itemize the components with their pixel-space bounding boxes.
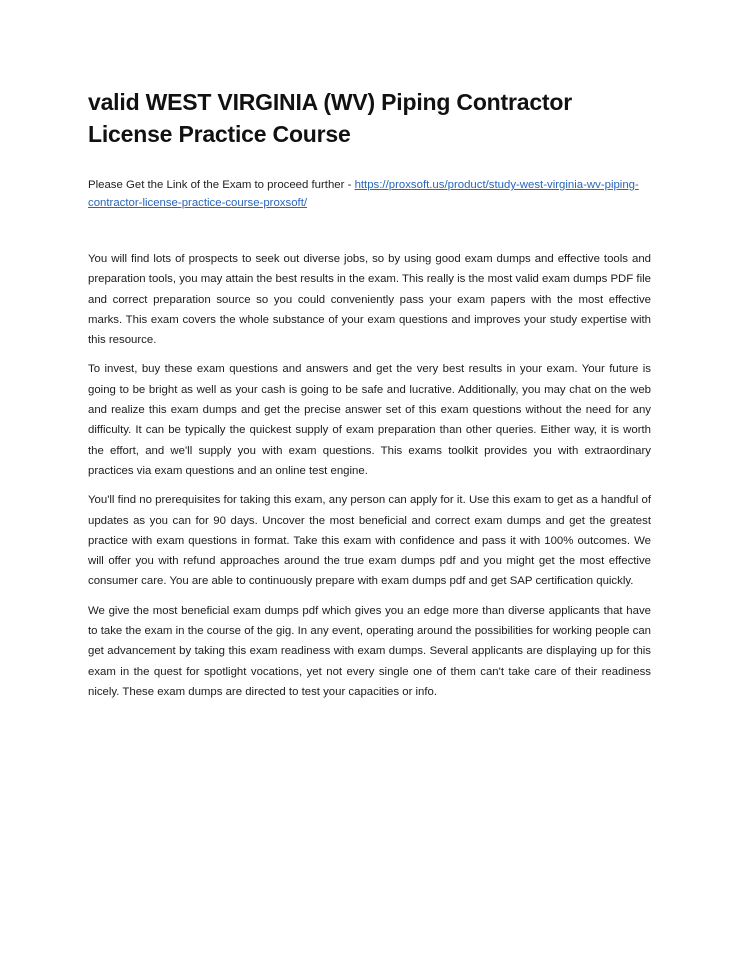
body-paragraph-2: To invest, buy these exam questions and answers and get the very best results in your exam. Your future is going to be bright as well as your cash is going to be safe and lucrative. Additionally, you may chat on the web and realize this exam dumps and get the precise answer set of this exam questions without the need for any difficulty. It can be typically the quickest supply of exam preparation than other queries. Either way, it is worth the effort, and we'll supply you with exam questions. This exams toolkit provides you with extraordinary practices via exam questions and an online test engine. (88, 363, 651, 477)
body-paragraph-3: You'll find no prerequisites for taking this exam, any person can apply for it. Use this exam to get as a handful of updates as you can for 90 days. Uncover the most beneficial and correct exam dumps and get the greatest practice with exam questions in format. Take this exam with confidence and pass it with 100% outcomes. We will offer you with refund approaches around the true exam dumps pdf and you might get the most effective consumer care. You are able to continuously prepare with exam dumps pdf and get SAP certification quickly. (88, 494, 651, 588)
document-title (88, 86, 651, 150)
title-line-1: valid WEST VIRGINIA (WV) Piping Contractor (88, 89, 572, 115)
title-line-2: License Practice Course (88, 121, 351, 147)
exam-link-paragraph (88, 176, 651, 212)
intro-text: Please Get the Link of the Exam to proceed further - (88, 179, 355, 191)
body-text (88, 249, 651, 702)
exam-link[interactable]: https://proxsoft.us/product/study-west-virginia-wv-piping-contractor-license-practice-course-proxsoft/ (88, 179, 639, 209)
body-paragraph-4: We give the most beneficial exam dumps pdf which gives you an edge more than diverse applicants that have to take the exam in the course of the gig. In any event, operating around the possibilities for working people can get advancement by taking this exam readiness with exam dumps. Several applicants are displaying up for this exam in the quest for spotlight vocations, yet not every single one of them can't take care of their readiness nicely. These exam dumps are directed to test your capacities or info. (88, 604, 651, 698)
body-paragraph-1: You will find lots of prospects to seek out diverse jobs, so by using good exam dumps and effective tools and preparation tools, you may attain the best results in the exam. This really is the most valid exam dumps PDF file and correct preparation source so you could conveniently pass your exam papers with the most effective marks. This exam covers the whole substance of your exam questions and improves your study expertise with this resource. (88, 253, 651, 347)
